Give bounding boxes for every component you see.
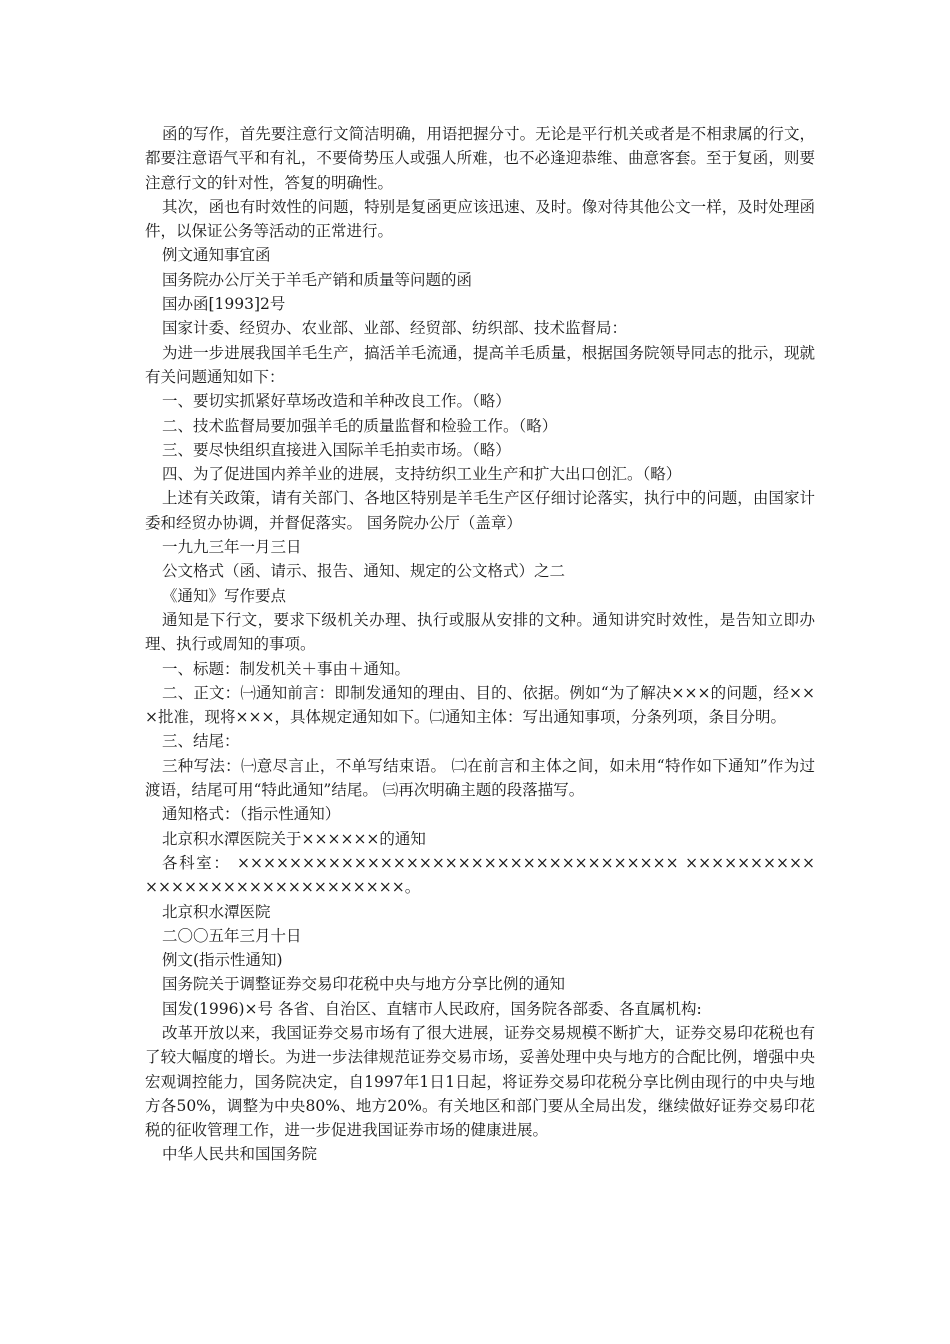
section-heading-notice-points: 《通知》写作要点 [162,586,287,605]
sample-notice-date: 二〇〇五年三月十日 [162,926,302,945]
directive-notice-title: 国务院关于调整证券交易印花税中央与地方分享比例的通知 [162,975,566,994]
sample-notice-title: 北京积水潭医院关于××××××的通知 [162,829,426,848]
paragraph-timeliness: 其次，函也有时效性的问题，特别是复函更应该迅速、及时。像对待其他公文一样，及时处理函件，以保证公务等活动的正常进行。 [145,197,815,241]
letter-item-4: 四、为了促进国内养羊业的进展，支持纺织工业生产和扩大出口创汇。（略） [162,465,682,484]
letter-closing: 上述有关政策，请有关部门、各地区特别是羊毛生产区仔细讨论落实，执行中的问题，由国家计委和经贸办协调，并督促落实。 国务院办公厅（盖章） [145,489,815,532]
example-heading-directive: 例文(指示性通知) [162,951,283,970]
notice-point-title: 一、标题：制发机关＋事由＋通知。 [162,659,411,678]
sample-notice-issuer: 北京积水潭医院 [162,902,271,921]
letter-item-2: 二、技术监督局要加强羊毛的质量监督和检验工作。（略） [162,416,558,435]
paragraph-notice-definition: 通知是下行文，要求下级机关办理、执行或服从安排的文种。通知讲究时效性，是告知立即办理、执行或周知的事项。 [145,610,815,654]
notice-point-ending: 三、结尾： [162,732,240,751]
directive-notice-body: 改革开放以来，我国证券交易市场有了很大进展，证券交易规模不断扩大，证券交易印花税也有了较大幅度的增长。为进一步法律规范证券交易市场，妥善处理中央与地方的合配比例，增强中央宏观调控能力，国务院决定，自1997年1日1日起，将证券交易印花税分享比例由现行的中央与地方各50%，调整为中央80%、地方20%。有关地区和部门要从全局出发，继续做好证券交易印花税的征收管理工作，进一步促进我国证券市场的健康进展。 [145,1023,815,1140]
letter-item-3: 三、要尽快组织直接进入国际羊毛拍卖市场。（略） [162,440,511,459]
document-body [145,122,815,1167]
letter-intro: 为进一步进展我国羊毛生产，搞活羊毛流通，提高羊毛质量，根据国务院领导同志的批示，现就有关问题通知如下： [145,343,815,386]
directive-notice-number-recipients: 国发(1996)×号 各省、自治区、直辖市人民政府，国务院各部委、各直属机构: [162,999,702,1018]
section-heading-format: 公文格式（函、请示、报告、通知、规定的公文格式）之二 [162,562,566,581]
letter-date: 一九九三年一月三日 [162,538,302,557]
letter-title: 国务院办公厅关于羊毛产销和质量等问题的函 [162,270,473,289]
notice-format-heading: 通知格式：（指示性通知） [162,805,341,824]
letter-item-1: 一、要切实抓紧好草场改造和羊种改良工作。（略） [162,392,511,411]
notice-ending-methods: 三种写法：㈠意尽言止，不单写结束语。 ㈡在前言和主体之间，如未用“特作如下通知”作为过渡语，结尾可用“特此通知”结尾。 ㈢再次明确主题的段落描写。 [145,756,815,800]
directive-notice-issuer: 中华人民共和国国务院 [162,1145,318,1164]
letter-document-number: 国办函[1993]2号 [162,295,286,314]
letter-recipients: 国家计委、经贸办、农业部、业部、经贸部、纺织部、技术监督局： [162,319,628,338]
example-heading: 例文通知事宜函 [162,246,271,265]
notice-point-body: 二、正文：㈠通知前言：即制发通知的理由、目的、依据。例如“为了解决×××的问题，经×××批准，现将×××，具体规定通知如下。㈡通知主体：写出通知事项，分条列项，条目分明。 [145,683,815,727]
sample-notice-body: 各科室： ×××××××××××××××××××××××××××××××××× ××××××××××××××××××××××××××××××。 [145,853,815,897]
paragraph-letter-writing-principles: 函的写作，首先要注意行文简洁明确，用语把握分寸。无论是平行机关或者是不相隶属的行文，都要注意语气平和有礼，不要倚势压人或强人所难，也不必逢迎恭维、曲意客套。至于复函，则要注意行文的针对性，答复的明确性。 [145,125,815,192]
